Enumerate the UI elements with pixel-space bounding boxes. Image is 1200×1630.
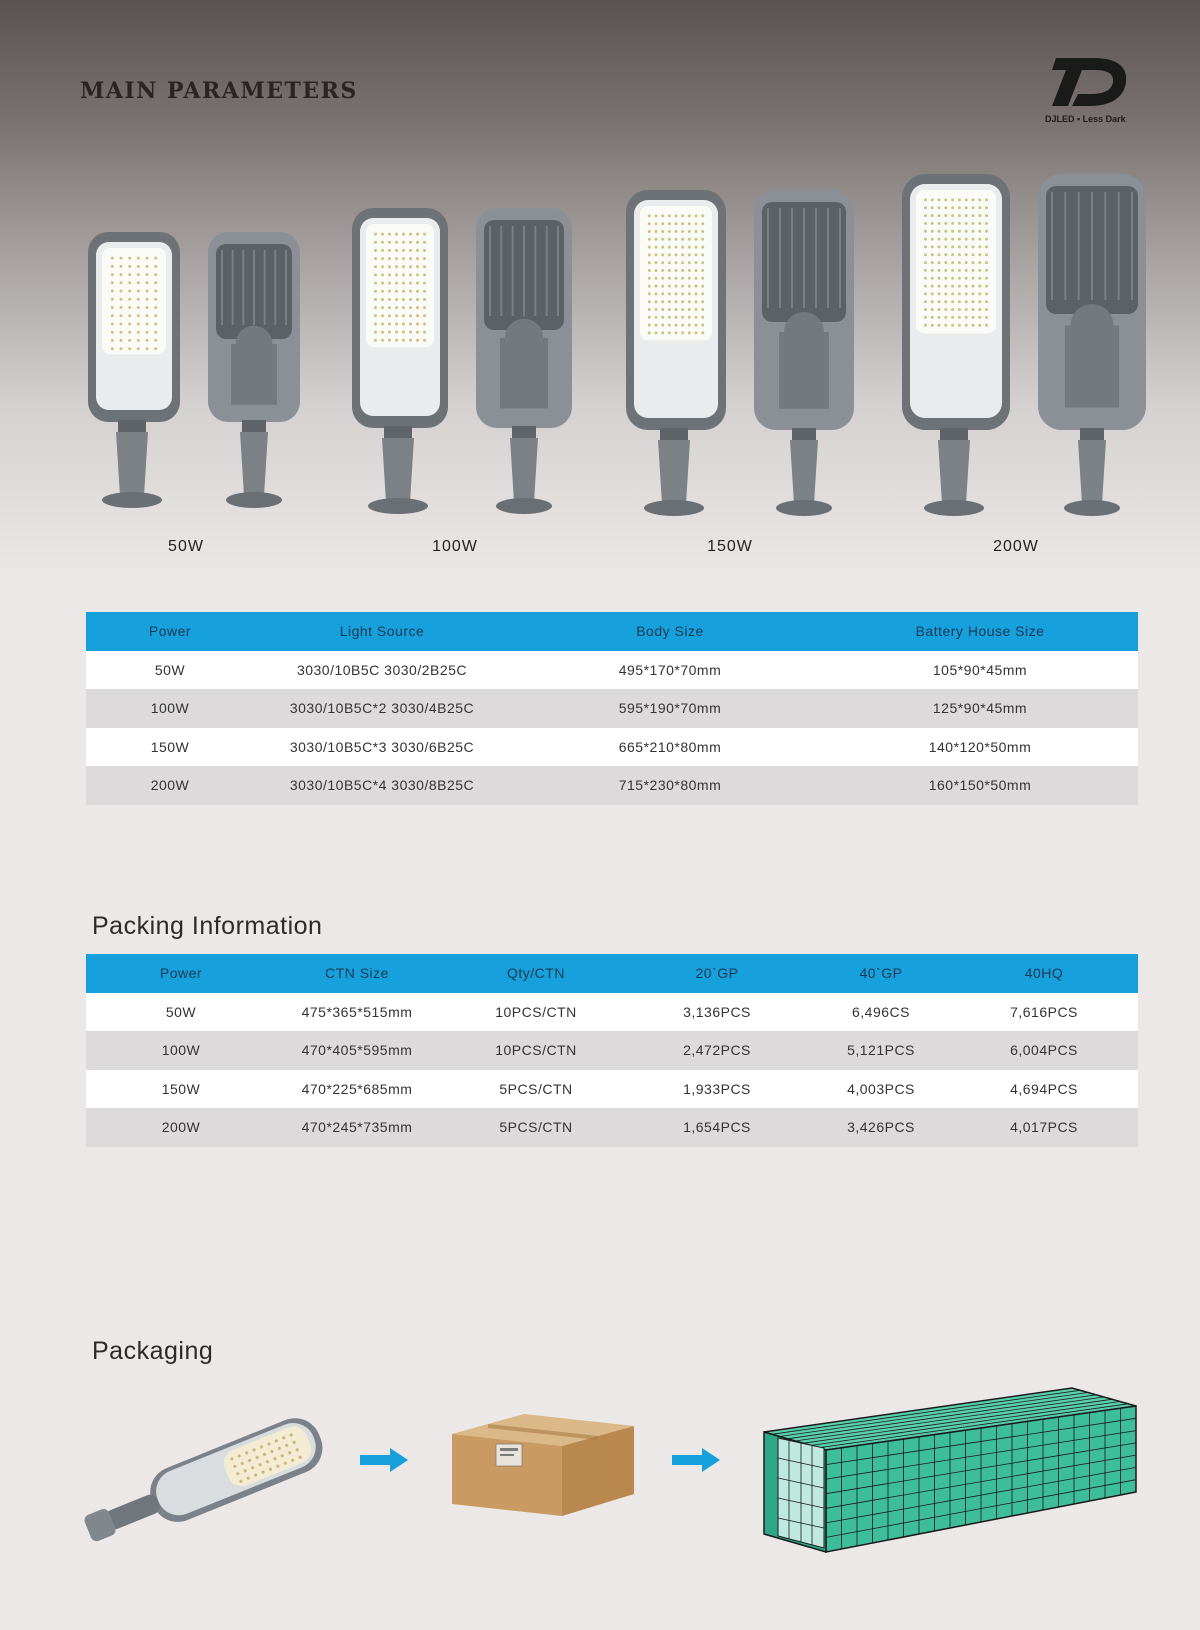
packaging-title: Packaging	[92, 1337, 214, 1365]
header-cell: Battery House Size	[915, 623, 1045, 640]
header-cell: CTN Size	[325, 965, 389, 982]
packing-table	[86, 954, 1138, 1147]
table-cell: 1,933PCS	[683, 1080, 751, 1097]
params-table-header	[86, 612, 1138, 651]
product-label-50w: 50W	[168, 538, 204, 555]
header-cell: Qty/CTN	[507, 965, 565, 982]
table-row	[86, 1070, 1138, 1109]
street-light-pair-icon	[900, 172, 1156, 528]
table-cell: 3030/10B5C 3030/2B25C	[296, 661, 468, 678]
product-label-150w: 150W	[707, 538, 753, 555]
table-cell: 495*170*70mm	[618, 661, 722, 678]
table-cell: 3030/10B5C*4 3030/8B25C	[289, 777, 475, 794]
table-cell: 1,654PCS	[683, 1119, 751, 1136]
header-cell: Light Source	[339, 623, 425, 640]
params-table	[86, 612, 1138, 805]
table-cell: 140*120*50mm	[928, 738, 1032, 755]
table-cell: 6,004PCS	[1010, 1042, 1078, 1059]
table-cell: 3,426PCS	[847, 1119, 915, 1136]
table-cell: 3030/10B5C*2 3030/4B25C	[289, 700, 475, 717]
page-title: MAIN PARAMETERS	[80, 78, 358, 104]
street-light-pair-icon	[624, 188, 864, 528]
packing-table-header	[86, 954, 1138, 993]
arrow-right-icon	[360, 1446, 410, 1479]
table-cell: 150W	[150, 738, 190, 755]
table-cell: 3,136PCS	[683, 1003, 751, 1020]
table-cell: 595*190*70mm	[618, 700, 722, 717]
carton-box-icon	[448, 1410, 638, 1523]
table-cell: 4,694PCS	[1010, 1080, 1078, 1097]
table-cell: 5PCS/CTN	[499, 1119, 573, 1136]
product-label-100w: 100W	[432, 538, 478, 555]
table-cell: 4,017PCS	[1010, 1119, 1078, 1136]
container-icon	[760, 1384, 1140, 1565]
table-row	[86, 689, 1138, 728]
table-cell: 470*245*735mm	[301, 1119, 413, 1136]
table-cell: 200W	[161, 1119, 201, 1136]
table-cell: 470*225*685mm	[301, 1080, 413, 1097]
table-cell: 10PCS/CTN	[495, 1042, 577, 1059]
table-cell: 125*90*45mm	[932, 700, 1028, 717]
table-cell: 200W	[150, 777, 190, 794]
table-cell: 100W	[150, 700, 190, 717]
table-cell: 2,472PCS	[683, 1042, 751, 1059]
table-cell: 6,496CS	[852, 1003, 910, 1020]
header-cell: 40HQ	[1024, 965, 1064, 982]
table-row	[86, 766, 1138, 805]
logo-tagline: DJLED • Less Dark	[1045, 114, 1126, 124]
table-cell: 10PCS/CTN	[495, 1003, 577, 1020]
table-cell: 100W	[161, 1042, 201, 1059]
table-cell: 3030/10B5C*3 3030/6B25C	[289, 738, 475, 755]
product-label-200w: 200W	[993, 538, 1039, 555]
header-cell: 20`GP	[695, 965, 739, 982]
header-cell: Power	[148, 623, 192, 640]
packing-title: Packing Information	[92, 912, 323, 940]
table-cell: 50W	[154, 661, 186, 678]
table-row	[86, 1031, 1138, 1070]
table-cell: 475*365*515mm	[301, 1003, 413, 1020]
table-cell: 4,003PCS	[847, 1080, 915, 1097]
table-cell: 160*150*50mm	[928, 777, 1032, 794]
header-cell: Body Size	[636, 623, 704, 640]
table-row	[86, 1108, 1138, 1147]
table-cell: 5PCS/CTN	[499, 1080, 573, 1097]
table-cell: 665*210*80mm	[618, 738, 722, 755]
street-light-icon	[80, 1405, 340, 1570]
djled-logo-icon	[1042, 50, 1132, 112]
table-cell: 105*90*45mm	[932, 661, 1028, 678]
table-cell: 7,616PCS	[1010, 1003, 1078, 1020]
table-cell: 50W	[165, 1003, 197, 1020]
table-cell: 5,121PCS	[847, 1042, 915, 1059]
street-light-pair-icon	[86, 230, 310, 520]
table-row	[86, 993, 1138, 1032]
table-cell: 150W	[161, 1080, 201, 1097]
table-row	[86, 728, 1138, 767]
street-light-pair-icon	[350, 206, 582, 526]
table-cell: 470*405*595mm	[301, 1042, 413, 1059]
arrow-right-icon	[672, 1446, 722, 1479]
table-row	[86, 651, 1138, 690]
header-cell: Power	[159, 965, 203, 982]
table-cell: 715*230*80mm	[618, 777, 722, 794]
header-cell: 40`GP	[859, 965, 903, 982]
